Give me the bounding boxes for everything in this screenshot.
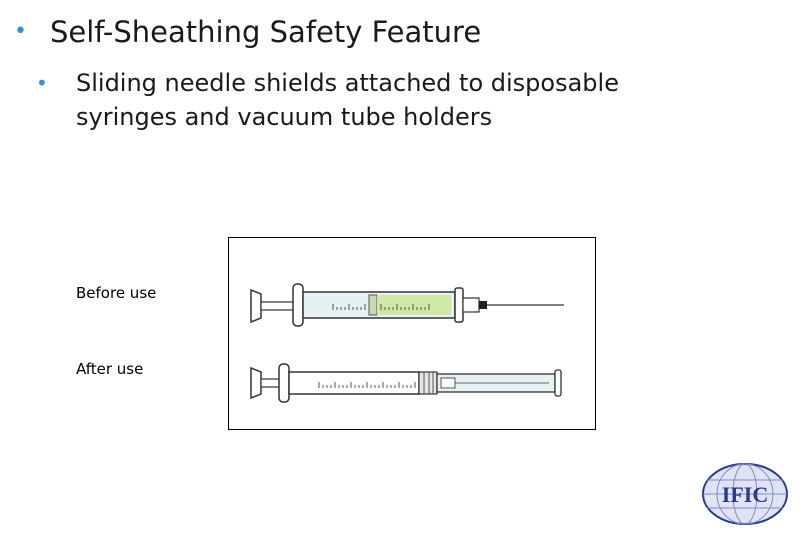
label-before-use: Before use bbox=[76, 284, 157, 302]
label-after-use: After use bbox=[76, 360, 144, 378]
logo-text: IFIC bbox=[721, 482, 769, 507]
bullet-dot-icon: • bbox=[36, 71, 48, 95]
syringe-illustration bbox=[229, 238, 594, 428]
syringe-before-icon bbox=[251, 284, 564, 326]
bullet-dot-icon: • bbox=[14, 19, 27, 44]
bullet-sub-text: Sliding needle shields attached to disposable syringes and vacuum tube holders bbox=[76, 69, 619, 131]
syringe-figure bbox=[228, 237, 596, 430]
bullet-sub bbox=[36, 66, 716, 134]
ific-logo bbox=[700, 462, 790, 526]
bullet-main-text: Self-Sheathing Safety Feature bbox=[50, 15, 482, 49]
bullet-main bbox=[14, 14, 481, 50]
globe-logo-icon bbox=[700, 462, 790, 526]
syringe-after-icon bbox=[251, 364, 561, 402]
